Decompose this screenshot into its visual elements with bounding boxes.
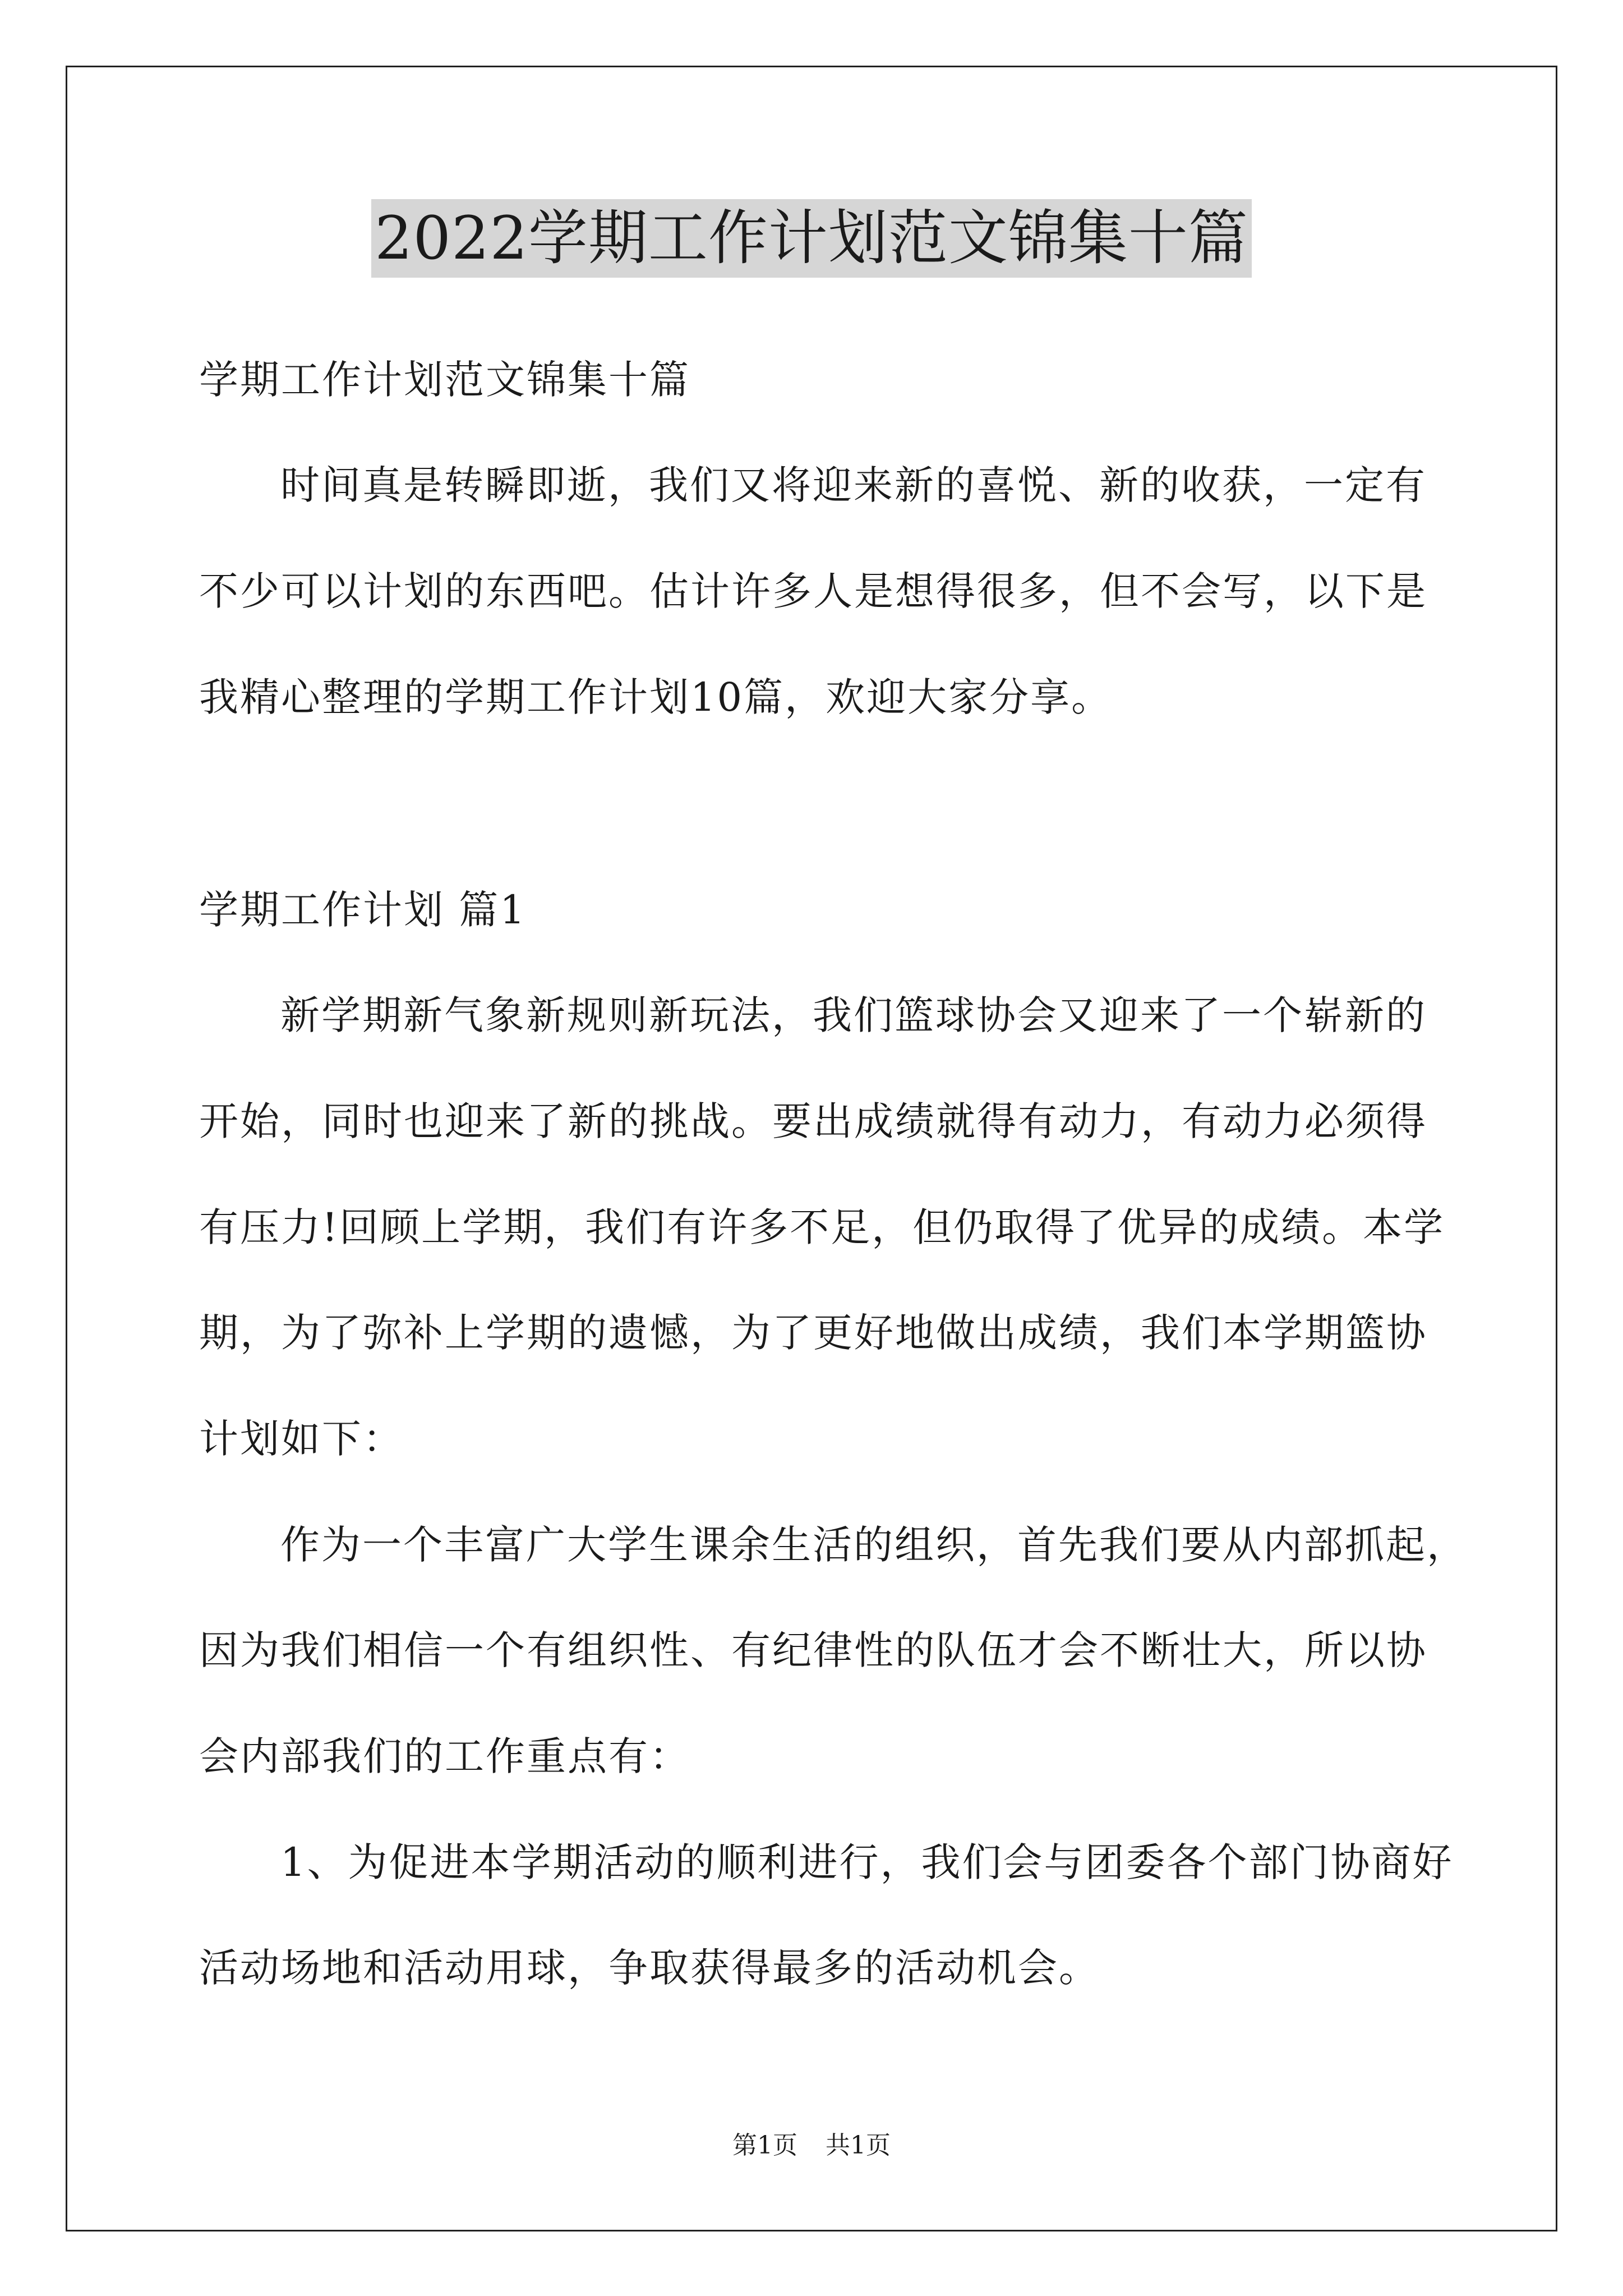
page-number: 第1页 <box>732 2131 797 2160</box>
subtitle-line: 学期工作计划范文锦集十篇 <box>199 357 690 403</box>
paragraph-line: 时间真是转瞬即逝，我们又将迎来新的喜悦、新的收获，一定有 <box>280 462 1427 508</box>
page-footer <box>0 2129 1623 2162</box>
paragraph-line: 不少可以计划的东西吧。估计许多人是想得很多，但不会写，以下是 <box>199 568 1427 614</box>
paragraph-line: 期，为了弥补上学期的遗憾，为了更好地做出成绩，我们本学期篮协 <box>199 1310 1427 1356</box>
paragraph-line: 作为一个丰富广大学生课余生活的组织，首先我们要从内部抓起， <box>280 1522 1468 1568</box>
section-heading: 学期工作计划 篇1 <box>199 887 527 933</box>
paragraph-line: 1、为促进本学期活动的顺利进行，我们会与团委各个部门协商好 <box>280 1839 1454 1885</box>
paragraph-line: 计划如下： <box>199 1416 404 1462</box>
paragraph-line: 活动场地和活动用球，争取获得最多的活动机会。 <box>199 1945 1100 1991</box>
page-total: 共1页 <box>826 2131 891 2160</box>
paragraph-line: 开始，同时也迎来了新的挑战。要出成绩就得有动力，有动力必须得 <box>199 1098 1427 1144</box>
paragraph-line: 因为我们相信一个有组织性、有纪律性的队伍才会不断壮大，所以协 <box>199 1627 1427 1673</box>
paragraph-line: 有压力!回顾上学期，我们有许多不足，但仍取得了优异的成绩。本学 <box>199 1204 1445 1250</box>
paragraph-line: 我精心整理的学期工作计划10篇，欢迎大家分享。 <box>199 674 1113 720</box>
paragraph-line: 会内部我们的工作重点有： <box>199 1733 690 1779</box>
document-title: 2022学期工作计划范文锦集十篇 <box>371 199 1252 278</box>
paragraph-line: 新学期新气象新规则新玩法，我们篮球协会又迎来了一个崭新的 <box>280 992 1427 1038</box>
title-container <box>0 199 1623 278</box>
